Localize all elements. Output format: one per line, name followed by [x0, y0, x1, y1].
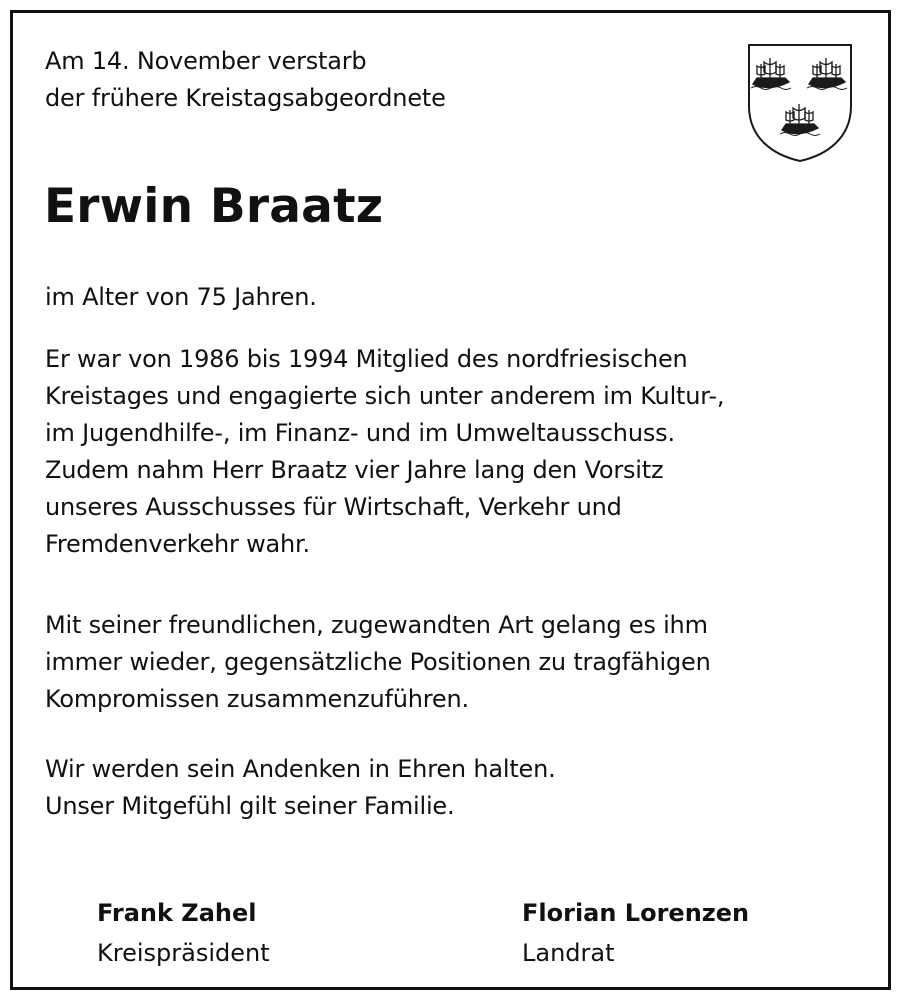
- character-line: Kompromissen zusammenzuführen.: [45, 685, 469, 713]
- signatory-title: Landrat: [522, 939, 615, 967]
- career-line: Zudem nahm Herr Braatz vier Jahre lang den Vorsitz: [45, 456, 664, 484]
- career-line: Er war von 1986 bis 1994 Mitglied des nordfriesischen: [45, 345, 688, 373]
- age-paragraph: [45, 279, 885, 316]
- deceased-name: Erwin Braatz: [44, 179, 384, 234]
- closing-line: Unser Mitgefühl gilt seiner Familie.: [45, 792, 455, 820]
- career-line: Kreistages und engagierte sich unter anderem im Kultur-,: [45, 382, 725, 410]
- age-line: im Alter von 75 Jahren.: [45, 283, 317, 311]
- character-line: Mit seiner freundlichen, zugewandten Art gelang es ihm: [45, 611, 708, 639]
- intro-text: [45, 43, 685, 117]
- notice-frame: [10, 10, 891, 990]
- character-paragraph: [45, 607, 885, 718]
- career-line: unseres Ausschusses für Wirtschaft, Verkehr und: [45, 493, 622, 521]
- signatory-right: [522, 893, 749, 973]
- closing-paragraph: [45, 751, 885, 825]
- character-line: immer wieder, gegensätzliche Positionen zu tragfähigen: [45, 648, 711, 676]
- coat-of-arms-three-ships-icon: [745, 42, 855, 164]
- signatory-title: Kreispräsident: [97, 939, 270, 967]
- career-paragraph: [45, 341, 885, 563]
- signatory-name: Florian Lorenzen: [522, 899, 750, 927]
- intro-line: der frühere Kreistagsabgeordnete: [45, 84, 446, 112]
- closing-line: Wir werden sein Andenken in Ehren halten.: [45, 755, 556, 783]
- signatory-left: [97, 893, 270, 973]
- intro-line: Am 14. November verstarb: [45, 47, 367, 75]
- signatory-name: Frank Zahel: [97, 899, 257, 927]
- career-line: Fremdenverkehr wahr.: [45, 530, 310, 558]
- career-line: im Jugendhilfe-, im Finanz- und im Umweltausschuss.: [45, 419, 675, 447]
